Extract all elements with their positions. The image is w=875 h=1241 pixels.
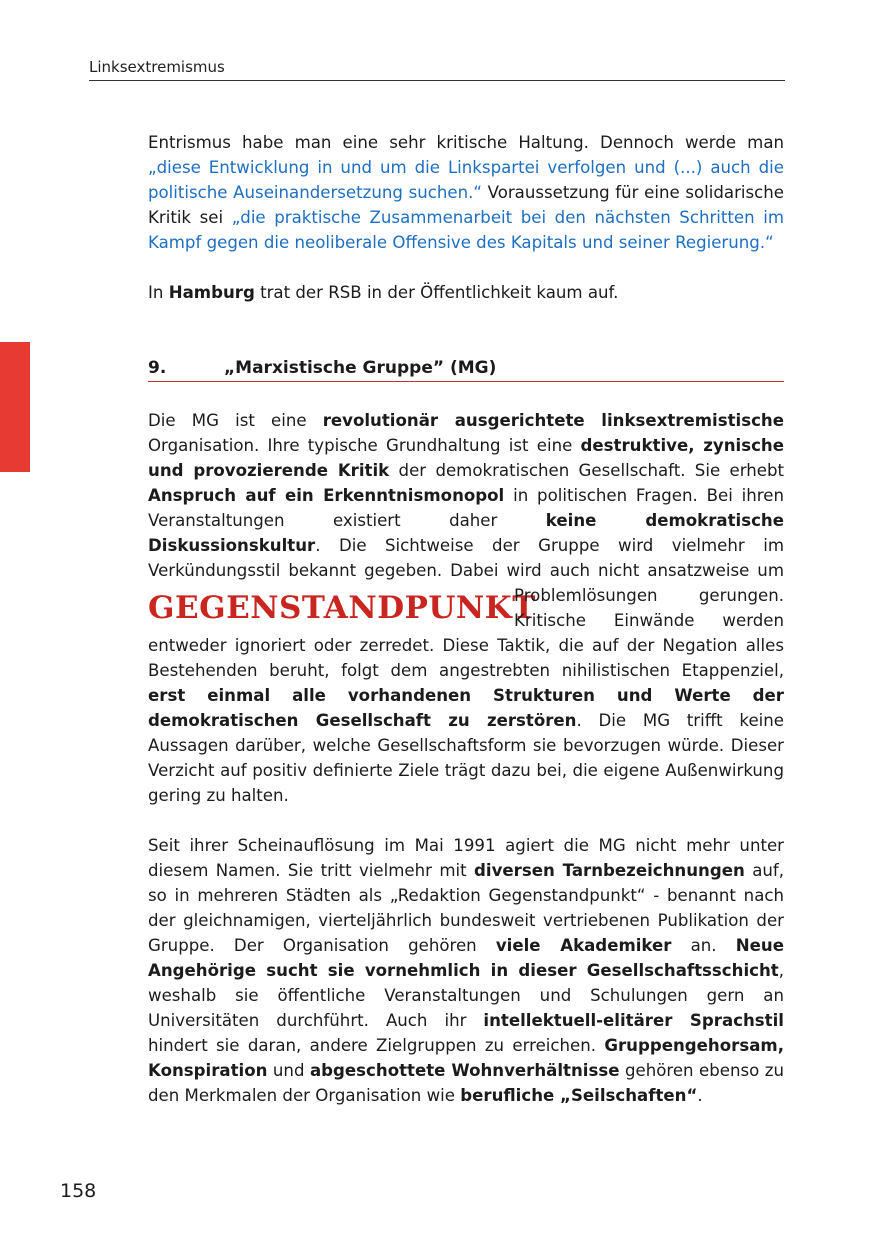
text-run: der demokratischen Gesellschaft. Sie erhebt [389, 461, 784, 480]
bold-run: Gruppengehorsam, Konspiration [148, 1036, 784, 1080]
paragraph-mg-history [148, 833, 784, 1108]
page-number: 158 [60, 1180, 97, 1202]
text-run: gehören ebenso zu den Merkmalen der Organisation wie [148, 1061, 784, 1105]
text-run: . [697, 1086, 703, 1105]
text-run: , weshalb sie öffentliche Veranstaltungen und Schulungen gern an Universitäten durchführt. Auch ihr [148, 961, 784, 1030]
quote-1: „diese Entwicklung in und um die Linkspartei verfolgen und (...) auch die politische Auseinandersetzung suchen.“ [148, 158, 784, 202]
text-run: und [267, 1061, 310, 1080]
quote-2: „die praktische Zusammenarbeit bei den nächsten Schritten im Kampf gegen die neoliberale Offensive des Kapitals und seiner Regierung.“ [148, 208, 785, 252]
text-run: in politischen Fragen. Bei ihren Veranstaltungen existiert daher [148, 486, 784, 530]
bold-run: Hamburg [168, 283, 255, 302]
chapter-marker [0, 342, 30, 472]
text-run: auf, so in mehreren Städten als „Redaktion Gegenstandpunkt“ - benannt nach der gleichnamigen, vierteljährlich bundesweit vertriebenen Publikation der Gruppe. Der Organisation gehören [148, 861, 785, 955]
bold-run: erst einmal alle vorhandenen Strukturen und Werte der demokratischen Gesellschaft zu zerstören [148, 686, 784, 730]
bold-run: Anspruch auf ein Erkenntnismonopol [148, 486, 505, 505]
gegenstandpunkt-logo [148, 583, 536, 633]
text-run: Organisation. Ihre typische Grundhaltung ist eine [148, 436, 581, 455]
text-run: Die MG ist eine [148, 411, 323, 430]
page-content [148, 130, 784, 1108]
bold-run: Neue Angehörige sucht sie vornehmlich in dieser Gesellschaftsschicht [148, 936, 784, 980]
bold-run: intellektuell-elitärer Sprachstil [483, 1011, 784, 1030]
running-header [89, 58, 785, 81]
bold-run: revolutionär ausgerichtete linksextremistische [322, 411, 784, 430]
text-run: . Die Sichtweise der Gruppe wird vielmehr im Verkündungsstil bekannt gegeben. Dabei wird auch nicht ansatzweise um Problemlösungen GEGENSTANDPUNKT gerungen. Kritische Einwände werden entweder ignoriert oder zerredet. Diese Taktik, die auf der Negation alles Bestehenden beruht, folgt dem angestrebten nihilistischen Etappenziel, [148, 536, 784, 680]
bold-run: berufliche „Seilschaften“ [460, 1086, 698, 1105]
bold-run: abgeschottete Wohnverhältnisse [309, 1061, 620, 1080]
text-run: Entrismus habe man eine sehr kritische Haltung. Dennoch werde man [148, 133, 784, 152]
text-run: an. [671, 936, 736, 955]
paragraph-hamburg [148, 280, 784, 305]
text-run: Seit ihrer Scheinauflösung im Mai 1991 agiert die MG nicht mehr unter diesem Namen. Sie tritt vielmehr mit [148, 836, 784, 880]
section-heading [148, 357, 784, 382]
section-number: 9. [148, 358, 167, 378]
running-title: Linksextremismus [89, 58, 225, 76]
text-run: trat der RSB in der Öffentlichkeit kaum auf. [254, 283, 619, 302]
bold-run: destruktive, zynische und provozierende Kritik [148, 436, 784, 480]
bold-run: diversen Tarnbezeichnungen [474, 861, 745, 880]
bold-run: keine demokratische Diskussionskultur [148, 511, 784, 555]
bold-run: viele Akademiker [495, 936, 672, 955]
text-run: In [148, 283, 169, 302]
section-title: „Marxistische Gruppe” (MG) [224, 358, 497, 378]
paragraph-mg-description [148, 408, 784, 808]
text-run: Voraussetzung für eine solidarische Kritik sei [148, 183, 784, 227]
paragraph-entrismus [148, 130, 784, 255]
text-run: . Die MG trifft keine Aussagen darüber, welche Gesellschaftsform sie bevorzugen würde. Dieser Verzicht auf positiv definierte Ziele trägt dazu bei, die eigene Außenwirkung gering zu halten. [148, 711, 784, 805]
text-run: hindert sie daran, andere Zielgruppen zu erreichen. [148, 1036, 605, 1055]
logo-text: GEGENSTANDPUNKT [148, 589, 536, 626]
